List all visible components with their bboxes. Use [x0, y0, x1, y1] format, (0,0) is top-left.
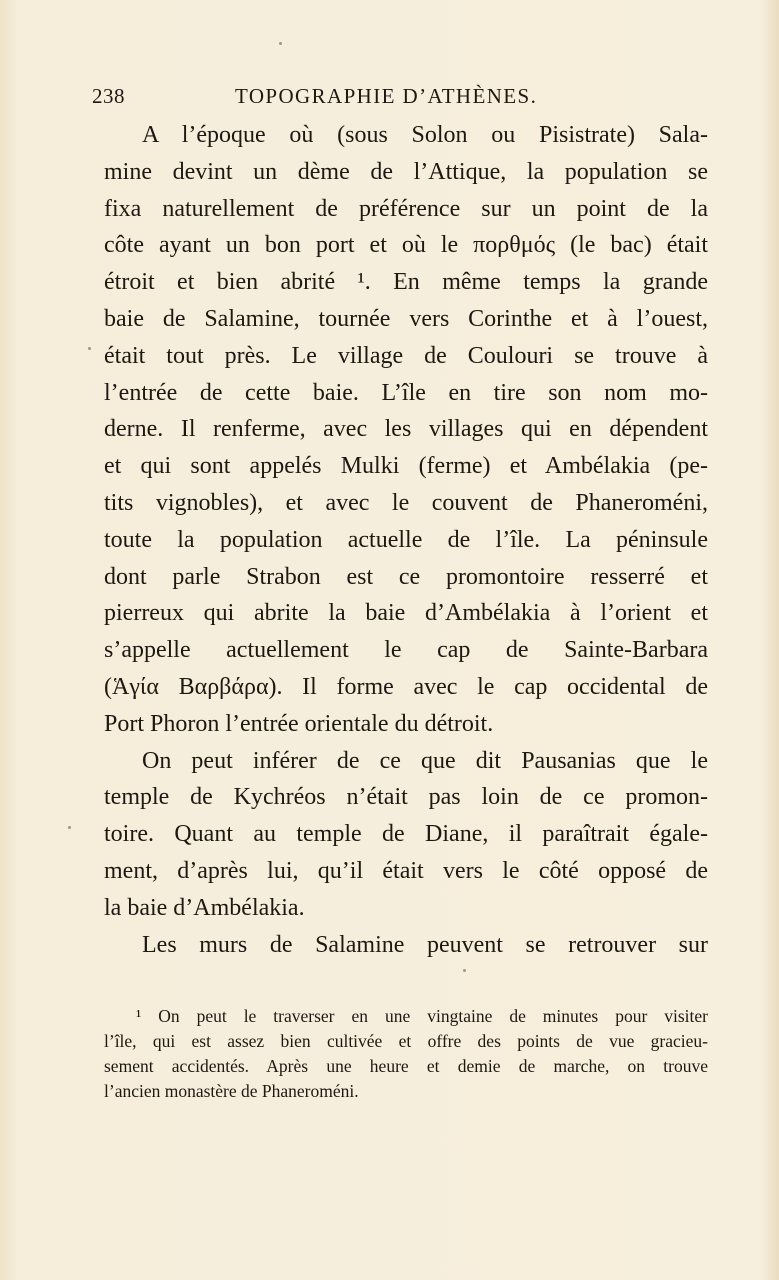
text-line: baie de Salamine, tournée vers Corinthe et à l’ouest,	[104, 305, 708, 332]
text-line: côte ayant un bon port et où le πορθμός (le bac) était	[104, 232, 708, 259]
footnote-line: ¹ On peut le traverser en une vingtaine de minutes pour visiter	[136, 1006, 708, 1026]
text-line: Les murs de Salamine peuvent se retrouver sur	[142, 931, 708, 958]
text-line: temple de Kychréos n’était pas loin de ce promon-	[104, 784, 708, 811]
text-line: toute la population actuelle de l’île. La péninsule	[104, 526, 708, 553]
text-line: dont parle Strabon est ce promontoire resserré et	[104, 563, 708, 590]
footnote-line: l’île, qui est assez bien cultivée et offre des points de vue gracieu-	[104, 1031, 708, 1051]
text-line: tits vignobles), et avec le couvent de Phaneroméni,	[104, 489, 708, 516]
text-line: On peut inférer de ce que dit Pausanias que le	[142, 747, 708, 774]
text-line: derne. Il renferme, avec les villages qui en dépendent	[104, 416, 708, 443]
text-line: étroit et bien abrité ¹. En même temps la grande	[104, 269, 708, 296]
text-line: s’appelle actuellement le cap de Sainte-Barbara	[104, 637, 708, 664]
main-text	[104, 117, 708, 963]
text-line: mine devint un dème de l’Attique, la population se	[104, 158, 708, 185]
text-line: la baie d’Ambélakia.	[104, 894, 305, 921]
footnote-line: l’ancien monastère de Phaneroméni.	[104, 1081, 359, 1101]
text-line: toire. Quant au temple de Diane, il paraîtrait égale-	[104, 821, 708, 848]
text-line: Port Phoron l’entrée orientale du détroit.	[104, 710, 494, 737]
text-line: (Ἁγία Βαρβάρα). Il forme avec le cap occidental de	[104, 673, 708, 700]
text-line: et qui sont appelés Mulki (ferme) et Ambélakia (pe-	[104, 453, 708, 480]
text-line: l’entrée de cette baie. L’île en tire son nom mo-	[104, 379, 708, 406]
paper-speck	[88, 347, 91, 350]
text-line: était tout près. Le village de Coulouri se trouve à	[104, 342, 708, 369]
text-line: A l’époque où (sous Solon ou Pisistrate) Sala-	[142, 122, 708, 148]
footnote-line: sement accidentés. Après une heure et demie de marche, on trouve	[104, 1056, 708, 1076]
paper-speck	[463, 969, 466, 972]
page-number: 238	[92, 84, 125, 108]
footnote	[104, 1004, 708, 1104]
paper-speck	[68, 826, 71, 829]
paper-speck	[279, 42, 282, 45]
running-head	[92, 84, 692, 114]
text-line: fixa naturellement de préférence sur un point de la	[104, 195, 708, 222]
text-line: pierreux qui abrite la baie d’Ambélakia à l’orient et	[104, 600, 708, 627]
text-line: ment, d’après lui, qu’il était vers le côté opposé de	[104, 857, 708, 884]
running-title: TOPOGRAPHIE D’ATHÈNES.	[235, 84, 538, 108]
